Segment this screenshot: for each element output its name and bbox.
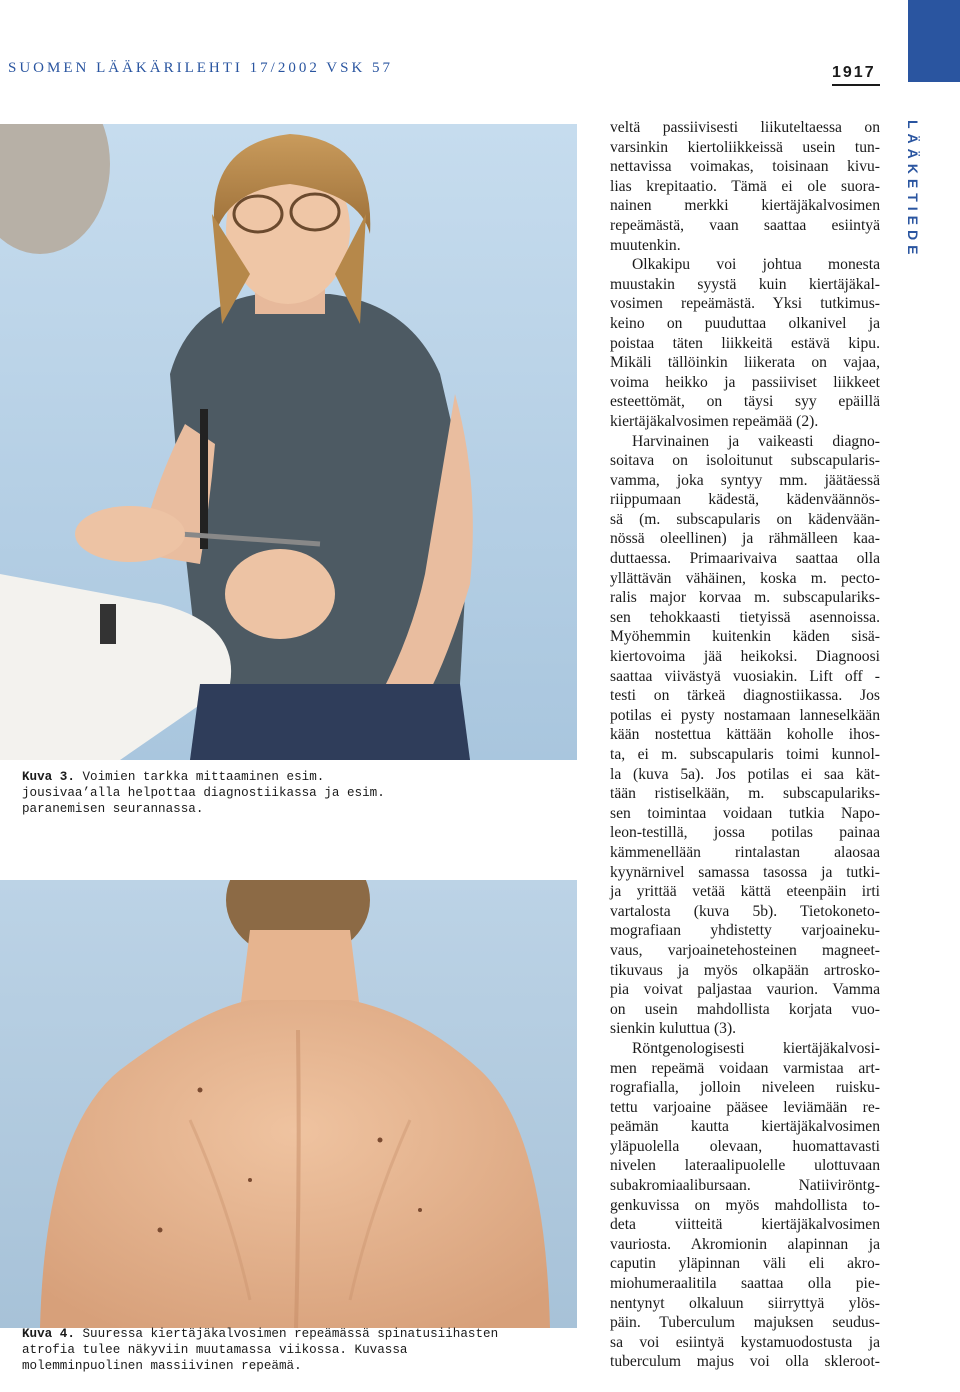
figure-4-caption-line-2: atrofia tulee näkyviin muutamassa viikossa. Kuvassa <box>22 1343 408 1357</box>
body-line: sen toimintaa voidaan tutkia Napo- <box>610 804 880 822</box>
body-line: caputin yläpinnan väli eli akro- <box>610 1255 880 1273</box>
body-line: sienkin kuluttua (3). <box>610 1020 737 1038</box>
body-line: lias krepitaatio. Tämä ei ole suora- <box>610 177 880 195</box>
figure-3-caption <box>22 769 542 817</box>
figure-3-photo <box>0 124 577 760</box>
body-line: peämän kautta kiertäjäkalvosimen <box>610 1118 880 1136</box>
figure-4-label: Kuva 4. <box>22 1327 75 1341</box>
body-line: vaus, varjoainetehosteinen magneet- <box>610 941 880 959</box>
body-line: muutenkin. <box>610 236 681 254</box>
body-line: nivelen lateraalipuolelle ulottuvaan <box>610 1157 880 1175</box>
body-line: nettavissa voimakas, toisinaan kivu- <box>610 158 880 176</box>
body-line: kään nostettua kättään koholle ihos- <box>610 726 880 744</box>
body-line: nainen merkki kiertäjäkalvosimen <box>610 197 880 215</box>
body-line: riippumaan kädestä, kädenväännös- <box>610 491 880 509</box>
body-line: yläpuolella olevaan, huomattavasti <box>610 1137 880 1155</box>
body-line: tuberculum majus voi olla skleroot- <box>610 1353 880 1371</box>
body-line: yllättävän vähäinen, koska m. pecto- <box>610 569 880 587</box>
body-line: muustakin syystä kuin kiertäjäkal- <box>610 275 880 293</box>
body-line: testi on tärkeä diagnostiikassa. Jos <box>610 687 880 705</box>
body-line: poistaa täten liikkeitä estävä kipu. <box>610 334 880 352</box>
body-line: pia voivat paljastaa vaurion. Vamma <box>610 981 880 999</box>
body-line: sen tehokkaasti tietyissä asennoissa. <box>610 608 880 626</box>
body-line: tikuvaus ja myös olkapään artrosko- <box>610 961 880 979</box>
body-line: nössä oleellinen) ja rähmälleen kaa- <box>610 530 880 548</box>
body-line: repeämästä, vaan saattaa esiintyä <box>610 216 880 234</box>
figure-4-caption-line-3: molemminpuolinen massiivinen repeämä. <box>22 1359 302 1373</box>
figure-3-caption-line-1: Voimien tarkka mittaaminen esim. <box>82 770 325 784</box>
page-number-rule <box>832 84 880 86</box>
figure-4-photo <box>0 880 577 1328</box>
body-line: vosimen repeämästä. Yksi tutkimus- <box>610 295 880 313</box>
section-label: LÄÄKETIEDE <box>905 120 921 260</box>
body-line: deta viitteitä kiertäjäkalvosimen <box>610 1216 880 1234</box>
body-line: Olkakipu voi johtua monesta <box>632 256 880 274</box>
body-line: soitava on isoloitunut subscapularis- <box>610 452 880 470</box>
figure-4-caption-line-1: Suuressa kiertäjäkalvosimen repeämässä spinatusiihasten <box>82 1327 499 1341</box>
body-line: genkuvissa on myös mahdollista to- <box>610 1196 880 1214</box>
body-line: tettu varjoaine pääsee leviämään re- <box>610 1098 880 1116</box>
body-line: Mikäli tällöinkin liikerata on vajaa, <box>610 354 880 372</box>
body-line: subakromiaalibursaan. Natiiviröntg- <box>610 1177 880 1195</box>
body-line: la (kuva 5a). Jos potilas ei saa kät- <box>610 765 880 783</box>
body-line: esteettömät, on täysi syy epäillä <box>610 393 880 411</box>
body-line: potilas ei pysty nostamaan lanneselkään <box>610 706 880 724</box>
body-line: kiertäjäkalvosimen repeämää (2). <box>610 412 819 430</box>
figure-3-caption-line-3: paranemisen seurannassa. <box>22 802 204 816</box>
body-line: nentynyt olkaluun siirryttyä ylös- <box>610 1294 880 1312</box>
body-line: veltä passiivisesti liikuteltaessa on <box>610 119 880 136</box>
section-tab <box>908 0 960 82</box>
body-line: ja yrittää vetää kättä eteenpäin irti <box>610 883 880 901</box>
body-line: varsinkin kiertoliikkeissä usein tun- <box>610 138 880 156</box>
body-line: kiertovoima jää heikoksi. Diagnoosi <box>610 648 880 666</box>
body-line: sa voi esiintyä kystamuodostusta ja <box>610 1333 880 1351</box>
body-line: duttaessa. Primaarivaiva saattaa olla <box>610 550 880 568</box>
body-line: voima heikko ja passiiviset liikkeet <box>610 373 880 391</box>
journal-title: SUOMEN LÄÄKÄRILEHTI 17/2002 VSK 57 <box>8 60 394 76</box>
figure-3-label: Kuva 3. <box>22 770 75 784</box>
body-line: Myöhemmin kuitenkin käden sisä- <box>610 628 880 646</box>
body-line: sä (m. subscapularis on kädenvään- <box>610 510 880 528</box>
figure-4-illustration <box>0 880 577 1328</box>
body-line: men repeämä voidaan varmistaa art- <box>610 1059 880 1077</box>
body-line: miohumeraalitila saattaa olla pie- <box>610 1275 880 1293</box>
body-line: ta, ei m. subscapularis toimi kunnol- <box>610 746 880 763</box>
body-line: päin. Tuberculum majuksen seudus- <box>610 1314 880 1332</box>
body-line: tään ristiselkään, m. subscapulariks- <box>610 785 880 803</box>
figure-3-illustration <box>0 124 577 760</box>
figure-3-caption-line-2: jousivaa’alla helpottaa diagnostiikassa ja esim. <box>22 786 385 800</box>
body-line: rografialla, jolloin niveleen ruisku- <box>610 1079 880 1097</box>
body-line: vartalosta (kuva 5b). Tietokoneto- <box>610 902 880 920</box>
body-line: Harvinainen ja vaikeasti diagno- <box>632 432 880 450</box>
body-line: vauriosta. Akromionin alapinnan ja <box>610 1235 880 1253</box>
body-line: saattaa viivästyä vuosiakin. Lift off - <box>610 667 880 685</box>
body-line: kyynärnivel samassa tasossa ja tutki- <box>610 863 880 881</box>
body-line: kämmenellään rintalastan alaosaa <box>610 843 880 861</box>
figure-4-caption <box>22 1326 582 1374</box>
body-line: Röntgenologisesti kiertäjäkalvosi- <box>632 1039 880 1057</box>
article-body-column <box>610 118 880 1372</box>
body-line: keino on puuduttaa olkanivel ja <box>610 314 880 332</box>
body-line: leon-testillä, jossa potilas painaa <box>610 824 880 842</box>
body-line: mografiaan yhdistetty varjoaineku- <box>610 922 880 940</box>
page-number: 1917 <box>832 64 876 81</box>
body-line: vamma, joka syntyy mm. jäätäessä <box>610 471 880 489</box>
body-line: on usein mahdollista korjata vuo- <box>610 1000 880 1018</box>
body-line: ralis major korvaa m. subscapulariks- <box>610 589 880 607</box>
